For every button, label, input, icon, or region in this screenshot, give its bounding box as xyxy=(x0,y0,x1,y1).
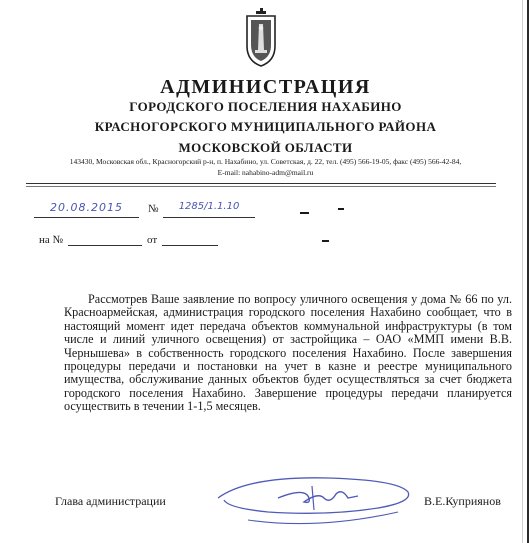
signatory-position: Глава администрации xyxy=(55,494,166,508)
organization-subtitle-2: КРАСНОГОРСКОГО МУНИЦИПАЛЬНОГО РАЙОНА xyxy=(94,119,437,134)
signatory-name: В.Е.Куприянов xyxy=(424,494,501,508)
organization-subtitle-1: ГОРОДСКОГО ПОСЕЛЕНИЯ НАХАБИНО xyxy=(129,99,402,114)
letter-body xyxy=(64,293,512,414)
organization-title: АДМИНИСТРАЦИЯ xyxy=(160,76,371,98)
letter-paragraph: Рассмотрев Ваше заявление по вопросу уличного освещения у дома № 66 по ул. Красноармейская, администрация городского поселения Нахабино сообщает, что в настоящий момент идет передача объектов коммунальной инфраструктуры (в том числе и линий уличного освещения) от застройщика – ОАО «ММП имени В.В. Чернышева» в собственность городского поселения Нахабино. После завершения процедуры передачи и постановки на учет в казне и реестре муниципального имущества, обслуживание данных объектов будет осуществляться за счет бюджета городского поселения Нахабино. Завершение процедуры передачи планируется осуществить в течении 1-1,5 месяцев. xyxy=(64,292,512,414)
redaction-mark xyxy=(338,208,344,210)
coat-of-arms-icon xyxy=(243,6,279,68)
header-divider-secondary xyxy=(26,186,496,187)
redaction-mark xyxy=(300,212,309,214)
reply-from-line xyxy=(162,245,218,246)
registration-number-label: № xyxy=(148,203,159,215)
header-divider xyxy=(26,183,496,184)
email-line: E-mail: nahabino-adm@mail.ru xyxy=(217,168,314,177)
registration-date: 20.08.2015 xyxy=(34,201,139,218)
registration-number: 1285/1.1.10 xyxy=(163,201,255,218)
handwritten-signature xyxy=(208,468,418,538)
redaction-mark xyxy=(322,240,329,242)
reply-from-label: от xyxy=(147,234,158,246)
address-line: 143430, Московская обл., Красногорский р-н, п. Нахабино, ул. Советская, д. 22, тел. (495) 566-19-05, факс (495) 566-42-84, xyxy=(69,157,462,166)
organization-subtitle-3: МОСКОВСКОЙ ОБЛАСТИ xyxy=(178,140,353,155)
reply-to-line xyxy=(68,245,142,246)
reply-to-label: на № xyxy=(39,234,64,246)
